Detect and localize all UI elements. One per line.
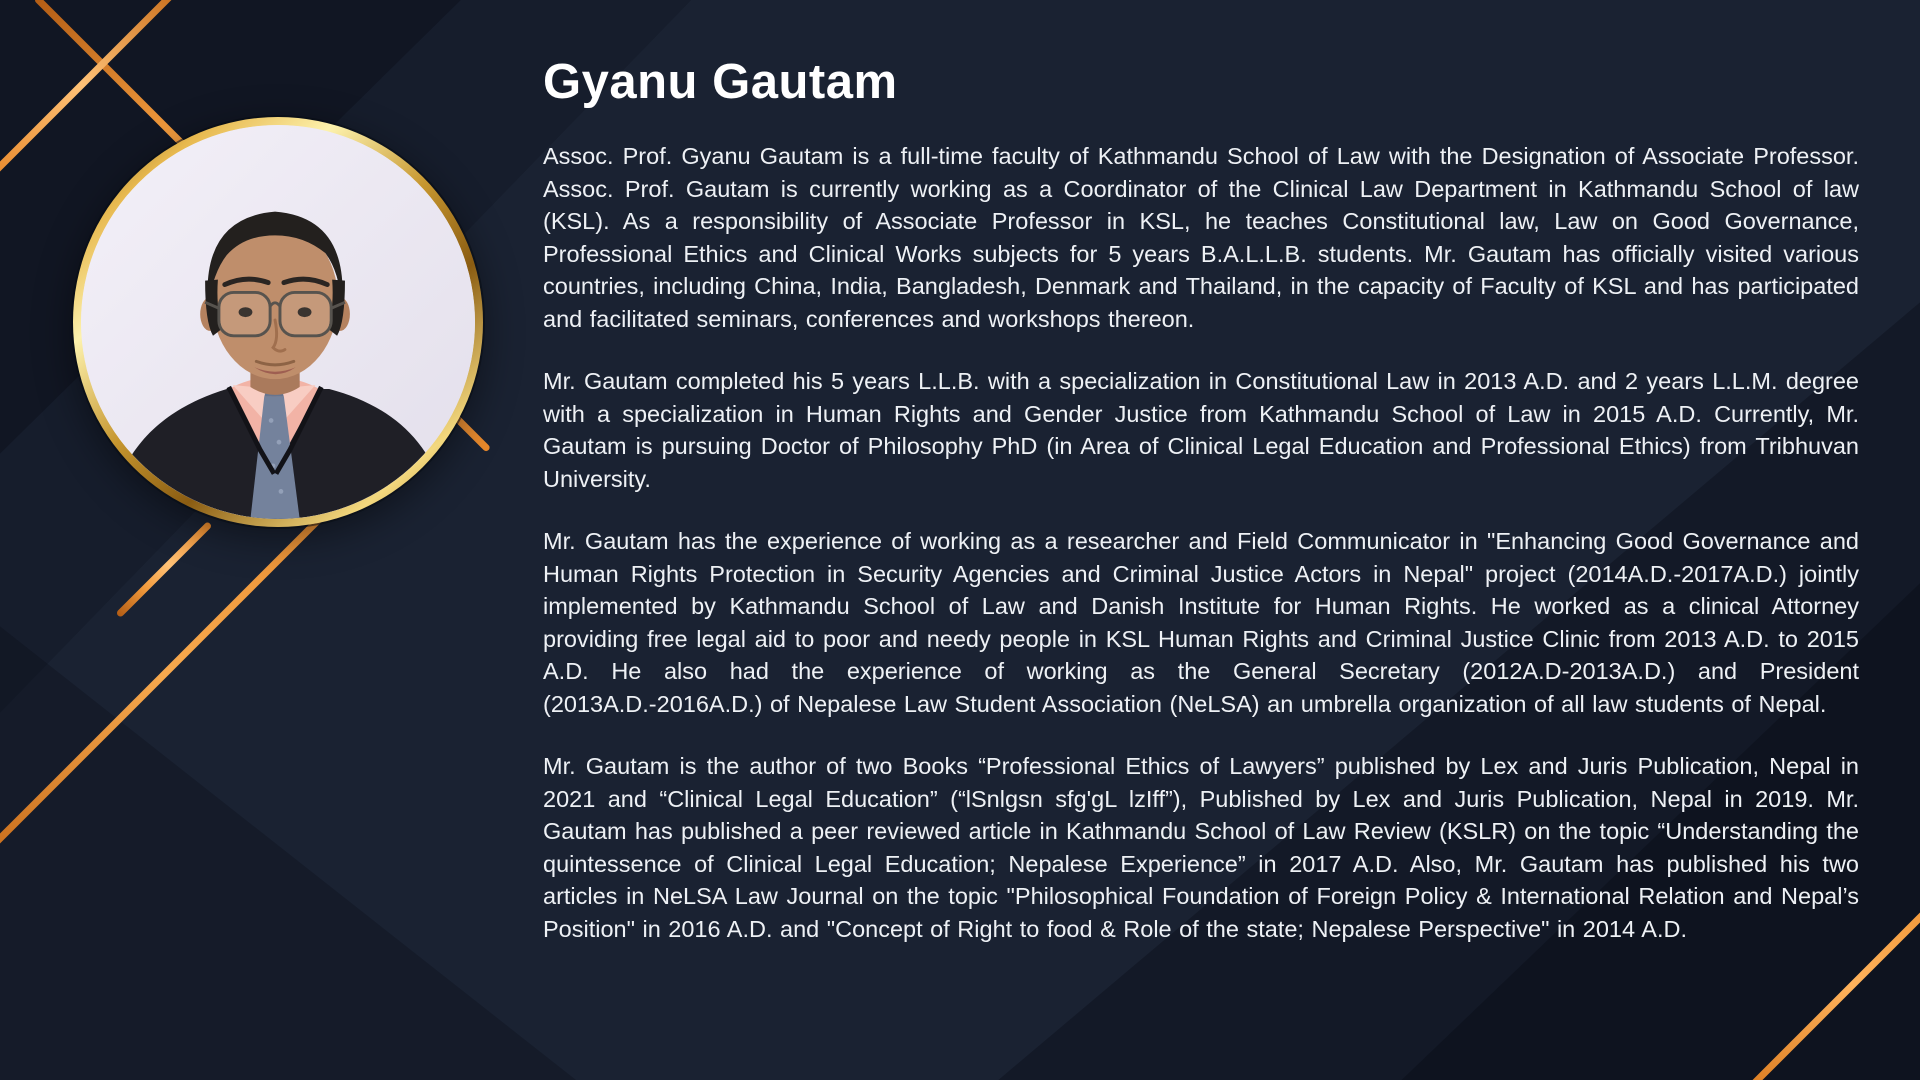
diagonal-accent-line-lower-left-short: [116, 521, 213, 618]
bio-paragraph-4: Mr. Gautam is the author of two Books “Professional Ethics of Lawyers” published by Lex and Juris Publication, Nepal in 2021 and “Clinical Legal Education” (“lSnlgsn sfg'gL lzIff”), Published by Lex and Juris Publication, Nepal in 2019. Mr. Gautam has published a peer reviewed article in Kathmandu School of Law Review (KSLR) on the topic “Understanding the quintessence of Clinical Legal Education; Nepalese Experience” in 2017 A.D. Also, Mr. Gautam has published his two articles in NeLSA Law Journal on the topic "Philosophical Foundation of Foreign Policy & International Relation and Nepal’s Position" in 2016 A.D. and "Concept of Right to food & Role of the state; Nepalese Perspective" in 2014 A.D.: [543, 753, 1859, 942]
portrait-illustration: [81, 125, 475, 519]
profile-name-heading: Gyanu Gautam: [543, 55, 898, 109]
profile-photo-frame: [73, 117, 483, 527]
diagonal-accent-line-top-left-cross: [0, 0, 179, 181]
profile-photo: [81, 125, 475, 519]
bio-paragraph-1: Assoc. Prof. Gyanu Gautam is a full-time faculty of Kathmandu School of Law with the Designation of Associate Professor. Assoc. Prof. Gautam is currently working as a Coordinator of the Clinical Law Department in Kathmandu School of law (KSL). As a responsibility of Associate Professor in KSL, he teaches Constitutional law, Law on Good Governance, Professional Ethics and Clinical Works subjects for 5 years B.A.L.L.B. students. Mr. Gautam has officially visited various countries, including China, India, Bangladesh, Denmark and Thailand, in the capacity of Faculty of KSL and has participated and facilitated seminars, conferences and workshops thereon.: [543, 143, 1859, 332]
profile-content: [543, 54, 1859, 975]
bio-paragraph-3: Mr. Gautam has the experience of working as a researcher and Field Communicator in "Enhancing Good Governance and Human Rights Protection in Security Agencies and Criminal Justice Actors in Nepal" project (2014A.D.-2017A.D.) jointly implemented by Kathmandu School of Law and Danish Institute for Human Rights. He worked as a clinical Attorney providing free legal aid to poor and needy people in KSL Human Rights and Criminal Justice Clinic from 2013 A.D. to 2015 A.D. He also had the experience of working as the General Secretary (2012A.D-2013A.D.) and President (2013A.D.-2016A.D.) of Nepalese Law Student Association (NeLSA) an umbrella organization of all law students of Nepal.: [543, 528, 1859, 717]
bio-paragraph-2: Mr. Gautam completed his 5 years L.L.B. with a specialization in Constitutional Law in 2013 A.D. and 2 years L.L.M. degree with a specialization in Human Rights and Gender Justice from Kathmandu School of Law in 2015 A.D. Currently, Mr. Gautam is pursuing Doctor of Philosophy PhD (in Area of Clinical Legal Education and Professional Ethics) from Tribhuvan University.: [543, 368, 1859, 492]
